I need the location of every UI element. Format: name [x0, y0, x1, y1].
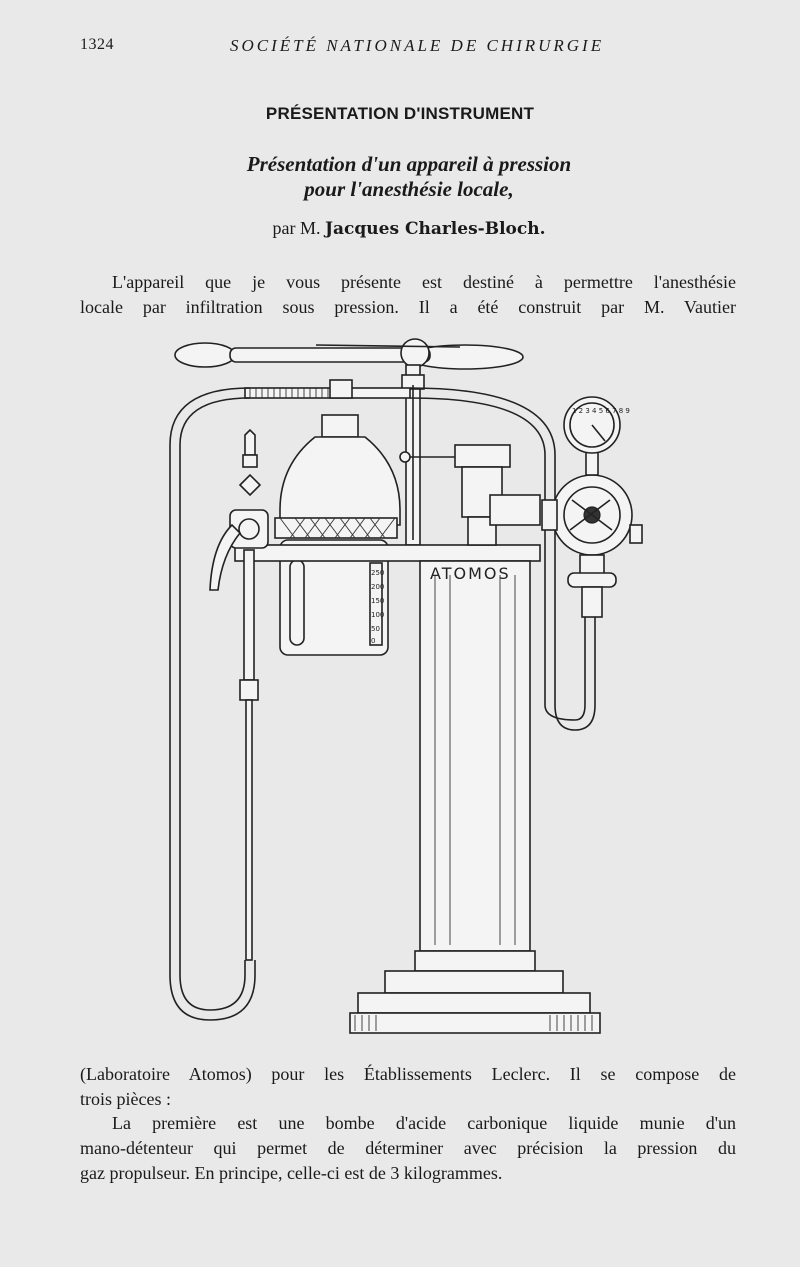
article-title-line-1: Présentation d'un appareil à pression: [246, 152, 572, 176]
reservoir-scale-0: 0: [371, 637, 376, 645]
pressure-gauge: [564, 397, 630, 453]
section-heading: PRÉSENTATION D'INSTRUMENT: [265, 104, 535, 123]
hand-piece: [210, 430, 268, 960]
top-tube: [245, 388, 410, 398]
valve-assembly: [400, 445, 540, 545]
reservoir-scale-250: 250: [371, 569, 385, 577]
intro-paragraph: [80, 270, 736, 320]
apparatus-illustration: [150, 335, 650, 1045]
byline-prefix: par M.: [272, 218, 321, 238]
text-line: trois pièces :: [80, 1089, 171, 1109]
article-title-line-2: pour l'anesthésie locale,: [304, 177, 514, 201]
reservoir-bottle: [275, 380, 400, 655]
reservoir-scale-150: 150: [371, 597, 385, 605]
text-line: L'appareil que je vous présente est destiné à permettre l'anesthésie: [112, 272, 736, 292]
text-line: mano-détenteur qui permet de déterminer avec précision la pression du: [80, 1138, 736, 1158]
t-handle: [175, 339, 523, 369]
author-name: Jacques Charles-Bloch.: [324, 219, 546, 239]
text-line: (Laboratoire Atomos) pour les Établissements Leclerc. Il se compose de: [80, 1064, 736, 1084]
article-title: [0, 152, 800, 202]
reservoir-scale-50: 50: [371, 625, 380, 633]
byline: [0, 218, 800, 239]
gauge-scale: 1 2 3 4 5 6 7 8 9: [572, 407, 630, 415]
apparatus-figure: [150, 335, 650, 1045]
second-paragraph: [80, 1111, 736, 1186]
reservoir-scale-200: 200: [371, 583, 385, 591]
text-line: La première est une bombe d'acide carbonique liquide munie d'un: [112, 1113, 736, 1133]
running-head: [80, 36, 740, 58]
continuation-paragraph: [80, 1062, 736, 1112]
top-plate: [235, 545, 540, 561]
page-number: 1324: [80, 36, 114, 53]
main-cylinder: [420, 561, 530, 951]
stepped-base: [350, 951, 600, 1033]
cylinder-label: ATOMOS: [430, 564, 511, 583]
text-line: gaz propulseur. En principe, celle-ci est de 3 kilogrammes.: [80, 1163, 503, 1183]
pressure-regulator: [542, 440, 642, 617]
journal-title: SOCIÉTÉ NATIONALE DE CHIRURGIE: [230, 36, 605, 55]
text-line: locale par infiltration sous pression. Il a été construit par M. Vautier: [80, 297, 736, 317]
reservoir-scale-100: 100: [371, 611, 385, 619]
